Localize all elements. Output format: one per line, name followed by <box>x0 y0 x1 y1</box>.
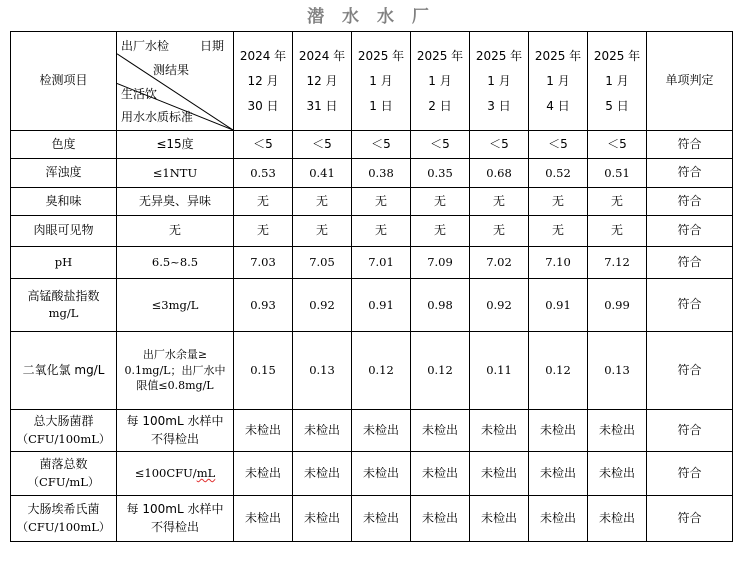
verdict-cell: 符合 <box>647 216 733 247</box>
value-cell: 无 <box>293 216 352 247</box>
value-cell: ＜5 <box>293 131 352 159</box>
date-year: 2024 年 <box>298 48 346 63</box>
value-cell: 无 <box>293 188 352 216</box>
value-cell: 无 <box>352 216 411 247</box>
value-cell: 0.12 <box>411 332 470 410</box>
date-day: 2 日 <box>428 98 452 113</box>
value-cell: 0.12 <box>352 332 411 410</box>
value-cell: 未检出 <box>470 410 529 452</box>
diag-bottom-line1: 生活饮 <box>121 87 158 101</box>
diag-top-left: 出厂水检 <box>121 39 170 53</box>
value-cell: 无 <box>529 188 588 216</box>
table-row <box>11 332 733 410</box>
standard-line: 0.1mg/L；出厂水中 <box>124 363 226 377</box>
standard-text: ≤15度 <box>156 136 194 151</box>
item-cell <box>11 496 117 542</box>
standard-text: ≤100CFU/ <box>134 466 197 481</box>
value-cell: 无 <box>588 216 647 247</box>
item-cell: 色度 <box>11 131 117 159</box>
value-cell: 未检出 <box>470 496 529 542</box>
standard-cell <box>117 496 234 542</box>
date-month: 1 月 <box>605 73 629 88</box>
date-header <box>293 32 352 131</box>
value-cell: 7.02 <box>470 247 529 279</box>
item-unit: （CFU/100mL） <box>16 519 111 534</box>
standard-line: 不得检出 <box>150 519 199 534</box>
table-row <box>11 279 733 332</box>
value-cell: 0.91 <box>352 279 411 332</box>
value-cell: 未检出 <box>293 452 352 496</box>
value-cell: 未检出 <box>529 496 588 542</box>
value-cell: 无 <box>352 188 411 216</box>
date-month: 1 月 <box>428 73 452 88</box>
verdict-header: 单项判定 <box>647 32 733 131</box>
date-month: 1 月 <box>487 73 511 88</box>
table-row <box>11 410 733 452</box>
value-cell: 无 <box>529 216 588 247</box>
verdict-cell: 符合 <box>647 452 733 496</box>
item-unit: （CFU/mL） <box>27 474 100 489</box>
value-cell: 未检出 <box>352 410 411 452</box>
value-cell: 无 <box>234 216 293 247</box>
date-day: 4 日 <box>546 98 570 113</box>
value-cell: 无 <box>588 188 647 216</box>
value-cell: 未检出 <box>293 410 352 452</box>
date-day: 5 日 <box>605 98 629 113</box>
value-cell: 0.35 <box>411 159 470 188</box>
date-year: 2024 年 <box>239 48 287 63</box>
date-header <box>234 32 293 131</box>
standard-text: ≤1NTU <box>152 165 198 180</box>
value-cell: 未检出 <box>411 410 470 452</box>
value-cell: 未检出 <box>293 496 352 542</box>
value-cell: ＜5 <box>529 131 588 159</box>
date-header <box>588 32 647 131</box>
standard-cell <box>117 159 234 188</box>
value-cell: 未检出 <box>470 452 529 496</box>
value-cell: 0.99 <box>588 279 647 332</box>
value-cell: 未检出 <box>234 496 293 542</box>
date-header <box>470 32 529 131</box>
value-cell: 7.12 <box>588 247 647 279</box>
standard-cell <box>117 216 234 247</box>
value-cell: 无 <box>411 216 470 247</box>
item-header: 检测项目 <box>11 32 117 131</box>
item-cell: 臭和味 <box>11 188 117 216</box>
standard-cell <box>117 188 234 216</box>
date-month: 1 月 <box>546 73 570 88</box>
date-day: 30 日 <box>247 98 279 113</box>
value-cell: 0.98 <box>411 279 470 332</box>
item-cell <box>11 279 117 332</box>
value-cell: 0.12 <box>529 332 588 410</box>
date-year: 2025 年 <box>593 48 641 63</box>
date-year: 2025 年 <box>416 48 464 63</box>
item-line: 大肠埃希氏菌 <box>27 502 100 517</box>
item-unit: （CFU/100mL） <box>16 431 111 446</box>
table-row <box>11 452 733 496</box>
value-cell: 未检出 <box>588 410 647 452</box>
item-line: 菌落总数 <box>39 457 88 472</box>
standard-line: 不得检出 <box>150 431 199 446</box>
date-month: 12 月 <box>306 73 338 88</box>
item-cell <box>11 452 117 496</box>
date-header <box>352 32 411 131</box>
value-cell: 7.09 <box>411 247 470 279</box>
page-title: 潜 水 水 厂 <box>307 7 435 27</box>
verdict-cell: 符合 <box>647 496 733 542</box>
item-line: 总大肠菌群 <box>33 414 94 429</box>
item-cell: pH <box>11 247 117 279</box>
value-cell: 未检出 <box>529 452 588 496</box>
value-cell: 0.91 <box>529 279 588 332</box>
value-cell: 0.15 <box>234 332 293 410</box>
value-cell: 0.92 <box>293 279 352 332</box>
value-cell: 未检出 <box>352 452 411 496</box>
value-cell: 未检出 <box>234 452 293 496</box>
value-cell: 0.68 <box>470 159 529 188</box>
item-cell <box>11 410 117 452</box>
value-cell: 0.51 <box>588 159 647 188</box>
value-cell: ＜5 <box>470 131 529 159</box>
verdict-cell: 符合 <box>647 159 733 188</box>
value-cell: 0.93 <box>234 279 293 332</box>
value-cell: 未检出 <box>588 496 647 542</box>
value-cell: 未检出 <box>411 496 470 542</box>
value-cell: 无 <box>470 216 529 247</box>
value-cell: 未检出 <box>529 410 588 452</box>
item-line: 高锰酸盐指数 <box>27 288 100 303</box>
value-cell: 0.13 <box>293 332 352 410</box>
standard-cell <box>117 279 234 332</box>
date-month: 12 月 <box>247 73 279 88</box>
standard-line: 每 100mL 水样中 <box>126 414 224 429</box>
header-row <box>11 32 733 131</box>
diagonal-header-cell <box>117 32 234 131</box>
value-cell: 无 <box>411 188 470 216</box>
standard-text: 无异臭、异味 <box>138 193 211 208</box>
verdict-cell: 符合 <box>647 332 733 410</box>
standard-text: 无 <box>168 223 181 238</box>
value-cell: 7.05 <box>293 247 352 279</box>
standard-cell <box>117 131 234 159</box>
value-cell: 0.41 <box>293 159 352 188</box>
date-day: 31 日 <box>306 98 338 113</box>
date-year: 2025 年 <box>534 48 582 63</box>
value-cell: ＜5 <box>352 131 411 159</box>
value-cell: 0.38 <box>352 159 411 188</box>
value-cell: ＜5 <box>234 131 293 159</box>
standard-cell <box>117 410 234 452</box>
value-cell: 7.10 <box>529 247 588 279</box>
value-cell: 0.13 <box>588 332 647 410</box>
standard-line: 每 100mL 水样中 <box>126 502 224 517</box>
value-cell: 未检出 <box>234 410 293 452</box>
verdict-cell: 符合 <box>647 188 733 216</box>
verdict-cell: 符合 <box>647 410 733 452</box>
date-month: 1 月 <box>369 73 393 88</box>
verdict-cell: 符合 <box>647 131 733 159</box>
item-cell: 浑浊度 <box>11 159 117 188</box>
standard-text: ≤3mg/L <box>151 297 199 312</box>
water-quality-table <box>10 31 733 542</box>
date-day: 3 日 <box>487 98 511 113</box>
table-row <box>11 247 733 279</box>
value-cell: ＜5 <box>411 131 470 159</box>
table-row <box>11 131 733 159</box>
value-cell: ＜5 <box>588 131 647 159</box>
date-year: 2025 年 <box>475 48 523 63</box>
date-header <box>411 32 470 131</box>
standard-cell <box>117 247 234 279</box>
item-cell: 二氧化氯 mg/L <box>11 332 117 410</box>
verdict-cell: 符合 <box>647 247 733 279</box>
diag-bottom-line2: 用水水质标准 <box>121 110 194 124</box>
standard-line: 限值≤0.8mg/L <box>136 379 214 393</box>
value-cell: 无 <box>470 188 529 216</box>
item-unit: mg/L <box>48 306 79 321</box>
value-cell: 未检出 <box>588 452 647 496</box>
standard-cell <box>117 332 234 410</box>
standard-line: 出厂水余量≥ <box>142 347 208 361</box>
value-cell: 0.92 <box>470 279 529 332</box>
value-cell: 未检出 <box>352 496 411 542</box>
standard-cell <box>117 452 234 496</box>
table-row <box>11 159 733 188</box>
value-cell: 7.03 <box>234 247 293 279</box>
verdict-cell: 符合 <box>647 279 733 332</box>
diag-middle: 测结果 <box>153 63 190 77</box>
value-cell: 7.01 <box>352 247 411 279</box>
value-cell: 未检出 <box>411 452 470 496</box>
table-row <box>11 216 733 247</box>
item-cell: 肉眼可见物 <box>11 216 117 247</box>
standard-unit-underlined: mL <box>196 466 216 481</box>
value-cell: 0.53 <box>234 159 293 188</box>
value-cell: 0.11 <box>470 332 529 410</box>
table-row <box>11 188 733 216</box>
date-year: 2025 年 <box>357 48 405 63</box>
date-day: 1 日 <box>369 98 393 113</box>
value-cell: 0.52 <box>529 159 588 188</box>
date-header <box>529 32 588 131</box>
standard-text: 6.5~8.5 <box>151 255 199 270</box>
diag-top-right: 日期 <box>200 39 225 53</box>
value-cell: 无 <box>234 188 293 216</box>
table-row <box>11 496 733 542</box>
